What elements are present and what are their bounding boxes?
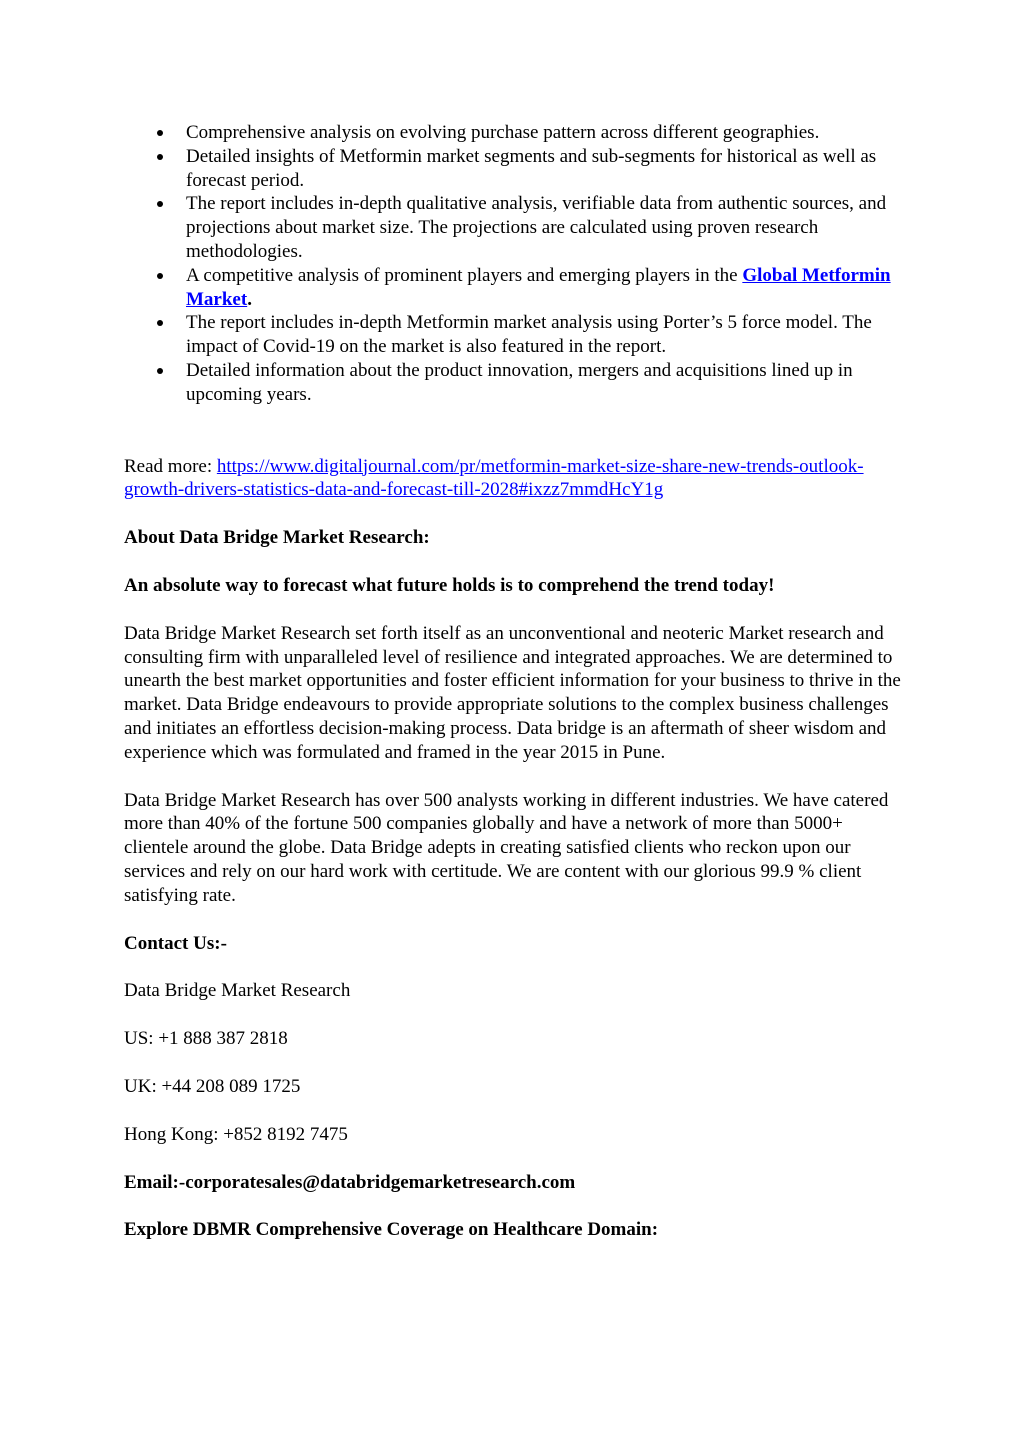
contact-us-phone: US: +1 888 387 2818 [124, 1028, 288, 1050]
bullet-text: A competitive analysis of prominent players and emerging players in the [186, 264, 743, 286]
list-item [124, 121, 904, 145]
list-item [124, 264, 904, 312]
list-item [124, 145, 904, 193]
list-item [124, 311, 904, 359]
bullet-icon [157, 273, 163, 279]
contact-uk-phone: UK: +44 208 089 1725 [124, 1075, 301, 1097]
explore-heading: Explore DBMR Comprehensive Coverage on Healthcare Domain: [124, 1219, 659, 1241]
read-more-line [124, 455, 904, 503]
bullet-text: Detailed information about the product innovation, mergers and acquisitions lined up in upcoming years. [186, 359, 853, 405]
bullet-icon [157, 130, 163, 136]
list-item [124, 192, 904, 263]
bullet-text: The report includes in-depth qualitative analysis, verifiable data from authentic sources, and projections about market size. The projections are calculated using proven research methodologies. [186, 193, 887, 262]
bullet-icon [157, 320, 163, 326]
bullet-text: The report includes in-depth Metformin market analysis using Porter’s 5 force model. The impact of Covid-19 on the market is also featured in the report. [186, 312, 872, 358]
feature-bullet-list [124, 121, 904, 407]
list-item [124, 359, 904, 407]
contact-email: Email:-corporatesales@databridgemarketresearch.com [124, 1171, 576, 1193]
contact-heading: Contact Us:- [124, 932, 227, 954]
read-more-link[interactable]: https://www.digitaljournal.com/pr/metformin-market-size-share-new-trends-outlook-growth-drivers-statistics-data-and-forecast-till-2028#ixzz7mmdHcY1g [124, 455, 864, 501]
bullet-text-end: . [247, 288, 252, 310]
about-paragraph-1: Data Bridge Market Research set forth itself as an unconventional and neoteric Market research and consulting firm with unparalleled level of resilience and integrated approaches. We are determined to unearth the best market opportunities and foster efficient information for your business to thrive in the market. Data Bridge endeavours to provide appropriate solutions to the complex business challenges and initiates an effortless decision-making process. Data bridge is an aftermath of sheer wisdom and experience which was formulated and framed in the year 2015 in Pune. [124, 622, 901, 763]
contact-company: Data Bridge Market Research [124, 980, 351, 1002]
bullet-icon [157, 201, 163, 207]
about-paragraph-2: Data Bridge Market Research has over 500 analysts working in different industries. We have catered more than 40% of the fortune 500 companies globally and have a network of more than 5000+ clientele around the globe. Data Bridge adepts in creating satisfied clients who reckon upon our services and rely on our hard work with certitude. We are content with our glorious 99.9 % client satisfying rate. [124, 789, 889, 906]
read-more-label: Read more: [124, 455, 217, 477]
bullet-icon [157, 368, 163, 374]
contact-hk-phone: Hong Kong: +852 8192 7475 [124, 1123, 348, 1145]
document-page [124, 121, 904, 1242]
bullet-icon [157, 154, 163, 160]
about-heading: About Data Bridge Market Research: [124, 527, 430, 549]
bullet-text: Comprehensive analysis on evolving purchase pattern across different geographies. [186, 122, 820, 143]
global-metformin-market-link[interactable]: Global Metformin Market [186, 264, 891, 310]
tagline: An absolute way to forecast what future holds is to comprehend the trend today! [124, 574, 775, 596]
bullet-text: Detailed insights of Metformin market segments and sub-segments for historical as well as forecast period. [186, 145, 877, 191]
